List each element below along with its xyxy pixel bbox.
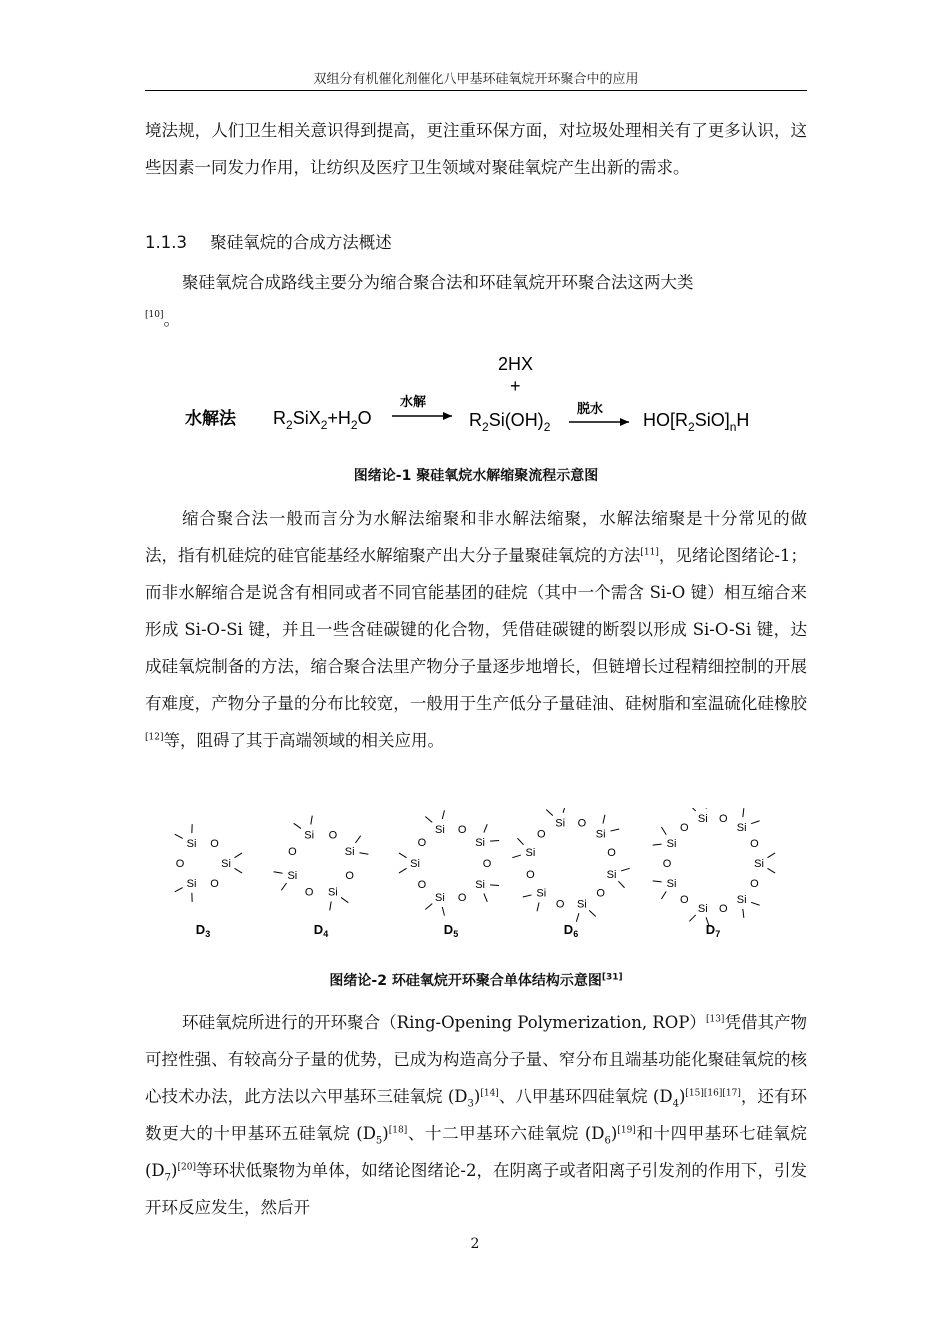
paragraph-4-part-d: 、八甲基环四硅氧烷 (D [498,1087,673,1106]
oxygen-atom: O [417,879,427,892]
silicon-atom: Si [555,817,566,830]
silicon-atom: Si [344,846,355,859]
methyl-bond [661,827,666,835]
arrow2-label: 脱水 [577,401,604,416]
methyl-bond [294,823,301,828]
running-header: 双组分有机催化剂催化八甲基环硅氧烷开环聚合中的应用 [313,72,639,87]
citation-15-17: [15][16][17] [685,1088,741,1099]
silicon-atom: Si [736,822,747,835]
methyl-bond [175,888,183,892]
citation-14: [14] [480,1088,499,1099]
byproduct: 2HX [498,354,534,374]
methyl-bond [274,872,283,873]
methyl-bond [330,902,331,911]
silicon-atom: Si [666,877,677,890]
method-label: 水解法 [185,409,236,428]
methyl-bond [281,883,286,890]
paragraph-3-part3: 等，阻碍了其于高端领域的相关应用。 [163,731,444,750]
citation-11: [11] [640,547,659,558]
figure1-caption: 图绪论-1 聚硅氧烷水解缩聚流程示意图 [353,468,599,484]
paragraph-4-part-e: ) [678,1087,686,1106]
citation-18: [18] [388,1125,408,1136]
paragraph-1: 境法规，人们卫生相关意识得到提高，更注重环保方面，对垃圾处理相关有了更多认识，这些因素一同发力作用，让纺织及医疗卫生领域对聚硅氧烷产生出新的需求。 [145,121,807,177]
sub-6: 6 [604,1135,611,1147]
monomer-label: $D_7$ [705,922,721,939]
paragraph-3-part1: 缩合聚合法一般而言分为水解法缩聚和非水解法缩聚，水解法缩聚是十分常见的做法，指有机硅烷的硅官能基经水解缩聚产出大分子量聚硅氧烷的方法 [145,509,807,565]
silicon-atom: Si [475,836,486,849]
oxygen-atom: O [596,887,605,900]
arrow1-head [443,412,452,420]
section-number: 1.1.3 [145,233,187,252]
paragraph-4-part-c: ) [473,1087,481,1106]
methyl-bond [751,821,759,824]
figure2-caption-text: 图绪论-2 环硅氧烷开环聚合单体结构示意图 [329,973,602,989]
paragraph-4-part-k: ) [171,1161,178,1180]
methyl-bond [610,829,619,831]
methyl-bond [175,834,183,838]
oxygen-atom: O [537,828,546,841]
oxygen-atom: O [526,868,535,881]
methyl-bond [661,891,666,899]
paragraph-4-part-h: 、十二甲基环六硅氧烷 (D [407,1124,605,1143]
methyl-bond [341,897,348,902]
sub-7: 7 [164,1172,172,1184]
methyl-bond [311,816,312,825]
oxygen-atom: O [680,893,689,906]
sub-3: 3 [467,1098,474,1110]
methyl-bond [484,824,487,832]
figure2-caption [145,970,807,990]
hydrolysis-scheme-figure [145,345,807,445]
paragraph-4-part-b: 凭借其产物可控性强、有较高分子量的优势，已成为构造高分子量、窄分布且端基功能化聚硅氧烷的核心技术办法，此方法以六甲基环三硅氧烷 (D [145,1013,807,1106]
methyl-bond [517,838,523,845]
silicon-atom: Si [666,838,677,851]
silicon-atom: Si [287,869,298,882]
oxygen-atom: O [577,817,587,830]
methyl-bond [425,904,432,910]
section-heading [145,228,392,258]
methyl-bond [603,815,605,824]
intermediate: $R_2Si(OH)_2$ [469,410,551,434]
oxygen-atom: O [607,847,616,860]
paragraph-4-part-i: ) [610,1124,618,1143]
oxygen-atom: O [210,838,219,851]
silicon-atom: Si [697,813,708,826]
methyl-bond [653,881,662,882]
methyl-bond [484,893,487,901]
methyl-bond [743,909,744,918]
silicon-atom: Si [697,902,708,915]
oxygen-atom: O [750,838,759,851]
silicon-atom: Si [410,858,420,870]
oxygen-atom: O [328,829,338,842]
oxygen-atom: O [210,877,219,890]
arrow1-label: 水解 [400,394,427,409]
oxygen-atom: O [662,858,672,870]
methyl-bond [490,841,499,842]
sub-5: 5 [375,1135,383,1147]
cyclosiloxane-figure [145,808,807,948]
header-rule [145,90,807,91]
methyl-bond [399,853,407,858]
methyl-bond [576,913,579,922]
methyl-bond [234,853,242,858]
silicon-atom: Si [475,879,486,892]
citation-20: [20] [177,1162,196,1173]
paragraph-2-text: 聚硅氧烷合成路线主要分为缩合聚合法和环硅氧烷开环聚合法这两大类 [182,273,694,292]
paragraph-4-part-j: 和十四甲基环七硅氧烷 (D [145,1124,807,1180]
paragraph-3-part2: ，见绪论图绪论-1；而非水解缩合是说含有相同或者不同官能基团的硅烷（其中一个需含 Si-O 键）相互缩合来形成 Si-O-Si 键，并且一些含硅碳键的化合物，凭借硅碳键的断裂以形成 Si-O-Si 键，达成硅氧烷制备的方法，缩合聚合法里产物分子量逐步地增长，但链增长过程精细控制的开展有难度，产物分子量的分布比较宽，一般用于生产低分子量硅油、硅树脂和室温硫化硅橡胶 [145,546,808,713]
methyl-bond [751,902,759,905]
section-title: 聚硅氧烷的合成方法概述 [210,233,392,252]
paragraph-2 [145,264,807,342]
silicon-atom: Si [186,877,197,890]
methyl-bond [425,817,432,823]
silicon-atom: Si [434,892,445,905]
oxygen-atom: O [555,898,565,911]
oxygen-atom: O [304,886,314,899]
oxygen-atom: O [680,822,689,835]
methyl-bond [442,907,444,916]
methyl-bond [767,868,775,873]
oxygen-atom: O [288,846,297,859]
paragraph-4 [145,1004,807,1226]
silicon-atom: Si [536,887,547,900]
plus-sign: + [510,376,521,396]
methyl-bond [360,853,369,854]
methyl-bond [523,895,532,897]
paragraph-4-part-f: ，还有环数更大的十甲基环五硅氧烷 (D [145,1087,807,1143]
methyl-bond [234,868,242,873]
silicon-atom: Si [576,898,587,911]
oxygen-atom: O [482,858,492,870]
silicon-atom: Si [221,858,231,870]
oxygen-atom: O [750,877,759,890]
page-number: 2 [470,1236,480,1252]
oxygen-atom: O [175,858,185,870]
citation-31: [31] [601,972,623,983]
citation-19: [19] [617,1125,636,1136]
product: $HO[R_2SiO]_nH$ [643,410,750,434]
methyl-bond [399,868,407,873]
monomer-label: $D_6$ [563,922,579,939]
silicon-atom: Si [736,893,747,906]
oxygen-atom: O [718,813,728,826]
methyl-bond [621,868,630,871]
paragraph-4-part-g: ) [382,1124,389,1143]
methyl-bond [442,810,444,819]
oxygen-atom: O [457,823,467,836]
paragraph-3 [145,500,807,759]
silicon-atom: Si [606,868,617,881]
methyl-bond [706,808,709,809]
citation-12: [12] [145,732,164,743]
reactant: $R_2SiX_2+H_2O$ [273,408,372,432]
monomer-label: $D_5$ [443,922,459,939]
silicon-atom: Si [327,886,338,899]
methyl-bond [355,836,360,843]
arrow2-head [620,418,629,426]
methyl-bond [653,844,662,845]
methyl-bond [537,902,539,911]
monomer-label: $D_3$ [195,922,211,939]
methyl-bond [512,855,521,858]
citation-10: [10] [145,310,164,320]
monomer-label: $D_4$ [313,922,329,939]
methyl-bond [490,885,499,886]
methyl-bond [689,808,695,811]
silicon-atom: Si [595,828,606,841]
methyl-bond [546,809,553,815]
paragraph-2-end: 。 [163,310,180,329]
methyl-bond [743,808,744,817]
citation-13: [13] [705,1014,725,1025]
paragraph-4-part-a: 环硅氧烷所进行的开环聚合（Ring-Opening Polymerization, ROP） [182,1013,706,1032]
methyl-bond [689,915,695,921]
silicon-atom: Si [525,847,536,860]
methyl-bond [767,853,775,858]
oxygen-atom: O [417,836,427,849]
silicon-atom: Si [754,858,764,870]
oxygen-atom: O [718,902,728,915]
oxygen-atom: O [457,892,467,905]
silicon-atom: Si [304,829,315,842]
paragraph-4-part-l: 等环状低聚物为单体，如绪论图绪论-2，在阴离子或者阳离子引发剂的作用下，引发开环反应发生，然后开 [145,1161,807,1217]
methyl-bond [563,808,566,813]
oxygen-atom: O [345,869,354,882]
methyl-bond [618,881,624,888]
methyl-bond [589,910,596,916]
sub-4: 4 [672,1098,679,1110]
silicon-atom: Si [434,823,445,836]
silicon-atom: Si [186,838,197,851]
